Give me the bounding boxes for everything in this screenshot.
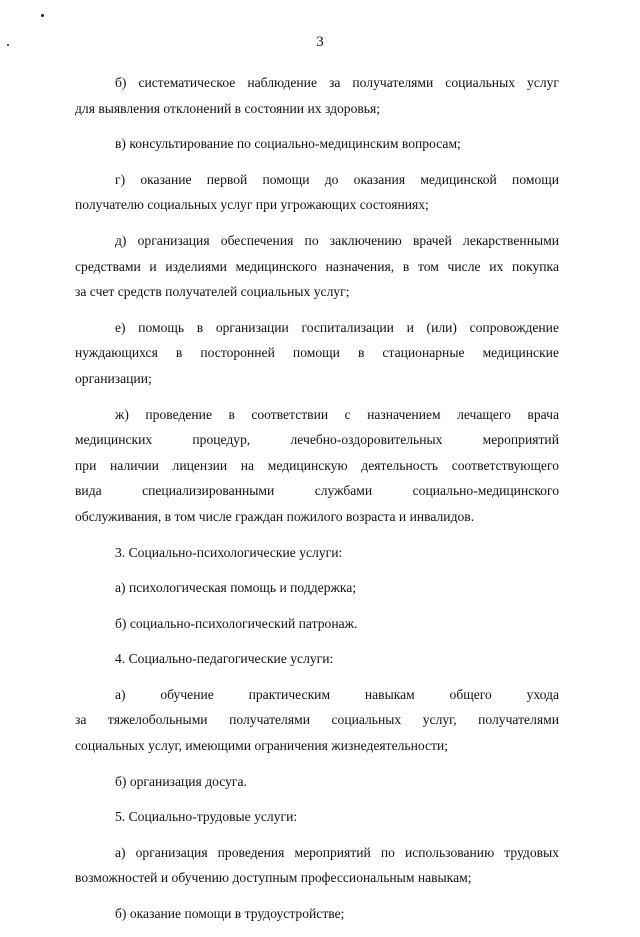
paragraph-line: за счет средств получателей социальных услуг;	[75, 284, 350, 300]
paragraph-line: вида специализированными службами социально-медицинского	[75, 483, 559, 499]
paragraph-line: средствами и изделиями медицинского назначения, в том числе их покупка	[75, 258, 559, 274]
paragraph	[75, 315, 559, 392]
paragraph	[75, 167, 559, 218]
paragraph-line: г) оказание первой помощи до оказания медицинской помощи	[115, 171, 559, 187]
paragraph-line: получателю социальных услуг при угрожающих состояниях;	[75, 197, 429, 213]
paragraph-line: а) организация проведения мероприятий по использованию трудовых	[115, 844, 559, 860]
document-body	[75, 70, 559, 937]
paragraph	[75, 131, 559, 157]
paragraph-line: д) организация обеспечения по заключению врачей лекарственными	[115, 232, 559, 248]
paragraph-line: 3. Социально-психологические услуги:	[115, 544, 343, 560]
paragraph-line: а) обучение практическим навыкам общего ухода	[115, 686, 559, 702]
scan-speck	[41, 14, 44, 17]
paragraph	[75, 769, 559, 795]
paragraph-line: б) организация досуга.	[115, 773, 247, 789]
paragraph	[75, 840, 559, 891]
paragraph-line: а) психологическая помощь и поддержка;	[115, 580, 357, 596]
paragraph-line: б) систематическое наблюдение за получателями социальных услуг	[115, 75, 559, 90]
paragraph-line: в) консультирование по социально-медицинским вопросам;	[115, 136, 461, 152]
paragraph	[75, 611, 559, 637]
paragraph-line: б) социально-психологический патронаж.	[115, 615, 358, 631]
paragraph-line: возможностей и обучению доступным профессиональным навыкам;	[75, 870, 472, 886]
paragraph	[75, 402, 559, 530]
paragraph	[75, 575, 559, 601]
paragraph-line: при наличии лицензии на медицинскую деятельность соответствующего	[75, 457, 559, 473]
paragraph-line: 4. Социально-педагогические услуги:	[115, 651, 334, 667]
paragraph	[75, 646, 559, 672]
paragraph	[75, 70, 559, 121]
paragraph-line: ж) проведение в соответствии с назначением лечащего врача	[115, 406, 559, 422]
paragraph-line: б) оказание помощи в трудоустройстве;	[115, 906, 345, 922]
page-number: 3	[316, 34, 324, 50]
paragraph	[75, 804, 559, 830]
paragraph-line: медицинских процедур, лечебно-оздоровительных мероприятий	[75, 432, 559, 448]
paragraph	[75, 540, 559, 566]
paragraph-line: организации;	[75, 370, 152, 386]
paragraph-line: е) помощь в организации госпитализации и (или) сопровождение	[115, 319, 559, 335]
paragraph-line: нуждающихся в посторонней помощи в стационарные медицинские	[75, 345, 559, 361]
paragraph-line: за тяжелобольными получателями социальных услуг, получателями	[75, 712, 559, 728]
paragraph-line: 5. Социально-трудовые услуги:	[115, 809, 298, 825]
paragraph-line: для выявления отклонений в состоянии их здоровья;	[75, 100, 381, 116]
paragraph-line: социальных услуг, имеющими ограничения жизнедеятельности;	[75, 738, 449, 754]
paragraph	[75, 228, 559, 305]
paragraph-line: обслуживания, в том числе граждан пожилого возраста и инвалидов.	[75, 508, 475, 524]
paragraph	[75, 682, 559, 759]
